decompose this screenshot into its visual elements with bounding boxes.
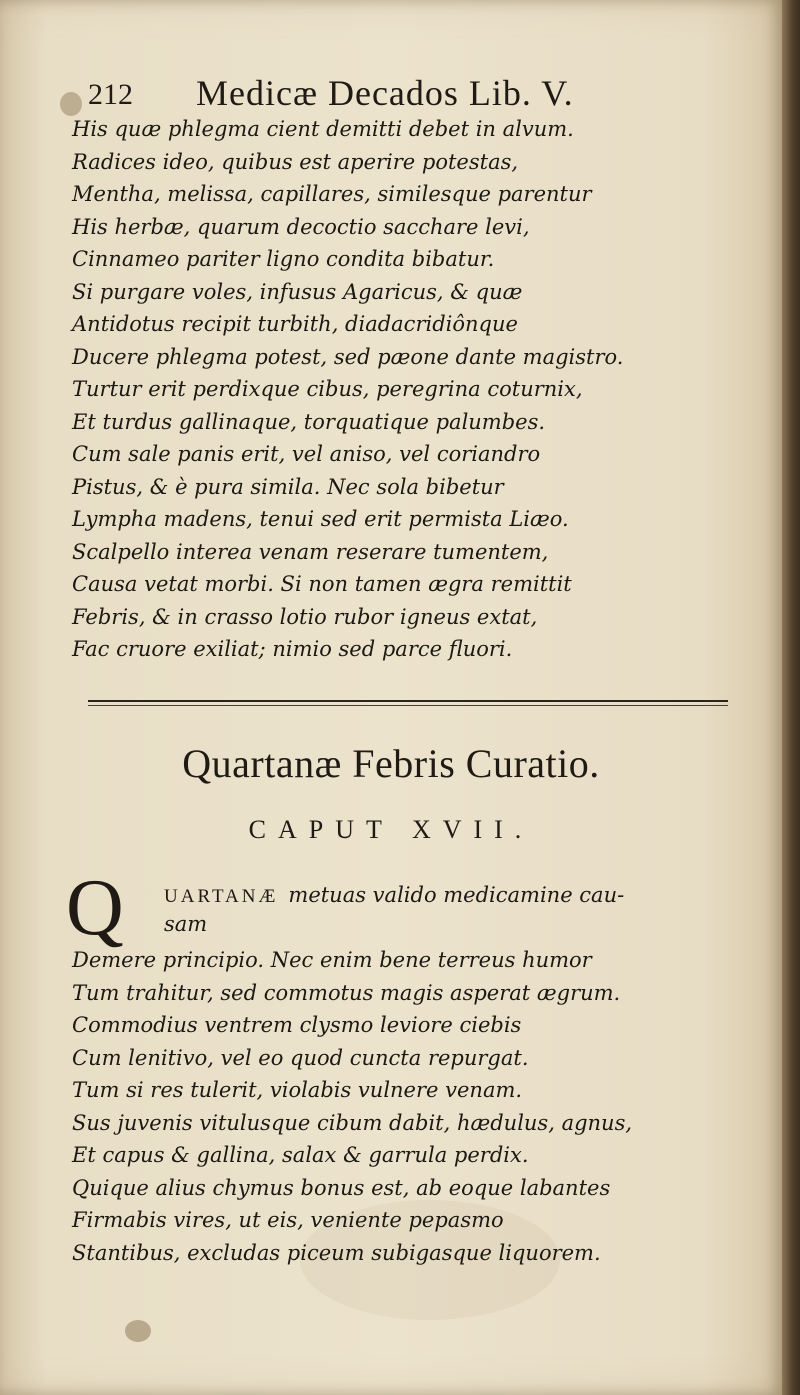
drop-cap: Q bbox=[66, 864, 124, 952]
verse-line: His quæ phlegma cient demitti debet in alvum. bbox=[72, 117, 574, 141]
verse-line: Tum si res tulerit, violabis vulnere venam. bbox=[72, 1078, 523, 1102]
running-title: Medicæ Decados Lib. V. bbox=[196, 73, 574, 113]
verse-line: Stantibus, excludas piceum subigasque liquorem. bbox=[72, 1240, 601, 1265]
verse-line: Turtur erit perdixque cibus, peregrina coturnix, bbox=[72, 377, 583, 401]
verse-line: Sus juvenis vitulusque cibum dabit, hædulus, agnus, bbox=[72, 1110, 633, 1135]
verse-line: Firmabis vires, ut eis, veniente pepasmo bbox=[72, 1208, 504, 1232]
book-fore-edge bbox=[782, 0, 800, 1395]
verse-line: Et turdus gallinaque, torquatique palumbes. bbox=[72, 409, 546, 434]
verse-line: Et capus & gallina, salax & garrula perdix. bbox=[72, 1143, 529, 1167]
section-divider-thin bbox=[88, 705, 728, 706]
first-line-rest: metuas valido medicamine cau- bbox=[288, 883, 625, 907]
verse-line: Quique alius chymus bonus est, ab eoque labantes bbox=[72, 1175, 611, 1200]
verse-line: Cinnameo pariter ligno condita bibatur. bbox=[72, 247, 495, 271]
verse-line: Cum lenitivo, vel eo quod cuncta repurgat. bbox=[72, 1045, 529, 1070]
paper-stain bbox=[125, 1320, 151, 1342]
verse-line: Fac cruore exiliat; nimio sed parce fluori. bbox=[72, 637, 513, 661]
verse-line: Scalpello interea venam reserare tumentem, bbox=[72, 539, 549, 564]
verse-line: Lympha madens, tenui sed erit permista Liæo. bbox=[72, 507, 569, 531]
page-number: 212 bbox=[88, 78, 133, 111]
verse-block-bottom bbox=[72, 944, 762, 1269]
verse-line: Tum trahitur, sed commotus magis asperat ægrum. bbox=[72, 980, 621, 1005]
verse-line: Causa vetat morbi. Si non tamen ægra remittit bbox=[72, 572, 572, 596]
verse-line: Si purgare voles, infusus Agaricus, & quæ bbox=[72, 279, 523, 304]
verse-line: Febris, & in crasso lotio rubor igneus extat, bbox=[72, 604, 538, 629]
verse-line: Demere principio. Nec enim bene terreus humor bbox=[72, 948, 592, 972]
section-divider bbox=[88, 700, 728, 702]
verse-line: Radices ideo, quibus est aperire potestas, bbox=[72, 149, 519, 174]
verse-line: Pistus, & è pura simila. Nec sola bibetur bbox=[72, 474, 504, 499]
verse-continuation: sam bbox=[164, 912, 208, 936]
verse-line: Cum sale panis erit, vel aniso, vel coriandro bbox=[72, 442, 541, 466]
first-line-capitals: UARTANÆ bbox=[164, 886, 279, 907]
verse-first-line bbox=[164, 883, 624, 908]
verse-line: Commodius ventrem clysmo leviore ciebis bbox=[72, 1013, 522, 1037]
verse-line: Mentha, melissa, capillares, similesque parentur bbox=[72, 182, 592, 206]
verse-line: His herbæ, quarum decoctio sacchare levi, bbox=[72, 214, 530, 239]
verse-block-top bbox=[72, 113, 762, 666]
running-header bbox=[88, 72, 688, 118]
chapter-heading: CAPUT XVII. bbox=[248, 815, 534, 844]
verse-line: Antidotus recipit turbith, diadacridiônque bbox=[72, 312, 518, 336]
verse-line: Ducere phlegma potest, sed pæone dante magistro. bbox=[72, 344, 624, 369]
section-title: Quartanæ Febris Curatio. bbox=[182, 741, 600, 786]
